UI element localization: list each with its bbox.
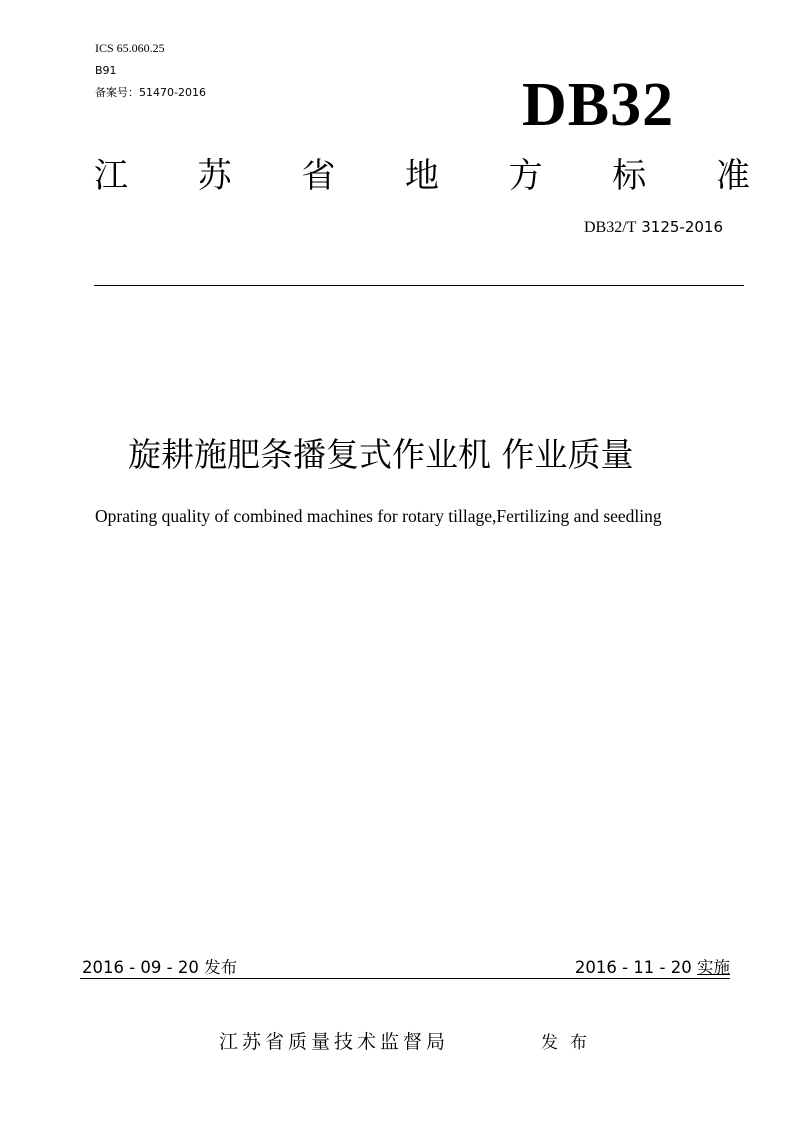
standard-logo: DB32 xyxy=(522,71,675,139)
ics-code: ICS 65.060.25 xyxy=(95,41,165,55)
classification-code: B91 xyxy=(95,64,117,77)
record-number: 备案号：51470-2016 xyxy=(95,86,206,99)
standard-number xyxy=(584,217,723,238)
standard-type-char: 标 xyxy=(612,156,647,196)
standard-type-char: 地 xyxy=(404,156,439,196)
document-title-english: Oprating quality of combined machines for rotary tillage,Fertilizing and seedling xyxy=(95,506,662,526)
document-title-chinese: 旋耕施肥条播复式作业机 作业质量 xyxy=(128,435,634,474)
standard-type-char: 省 xyxy=(301,156,336,196)
standard-type-heading xyxy=(94,156,750,196)
standard-type-char: 方 xyxy=(508,156,543,196)
implementation-label: 实施 xyxy=(697,958,730,977)
footer-divider xyxy=(80,978,730,979)
standard-type-char: 江 xyxy=(94,156,128,196)
implementation-date xyxy=(575,957,730,979)
issuing-authority: 江苏省质量技术监督局 xyxy=(219,1031,450,1053)
standard-number-prefix: DB32/T xyxy=(584,219,637,236)
standard-type-char: 苏 xyxy=(197,156,232,196)
standard-type-char: 准 xyxy=(715,156,750,196)
standard-number-value: 3125-2016 xyxy=(641,218,723,236)
header-divider xyxy=(94,285,744,286)
issuing-action: 发布 xyxy=(541,1033,599,1053)
implementation-date-value: 2016 - 11 - 20 xyxy=(574,958,697,977)
issue-date: 2016 - 09 - 20 发布 xyxy=(82,958,238,977)
